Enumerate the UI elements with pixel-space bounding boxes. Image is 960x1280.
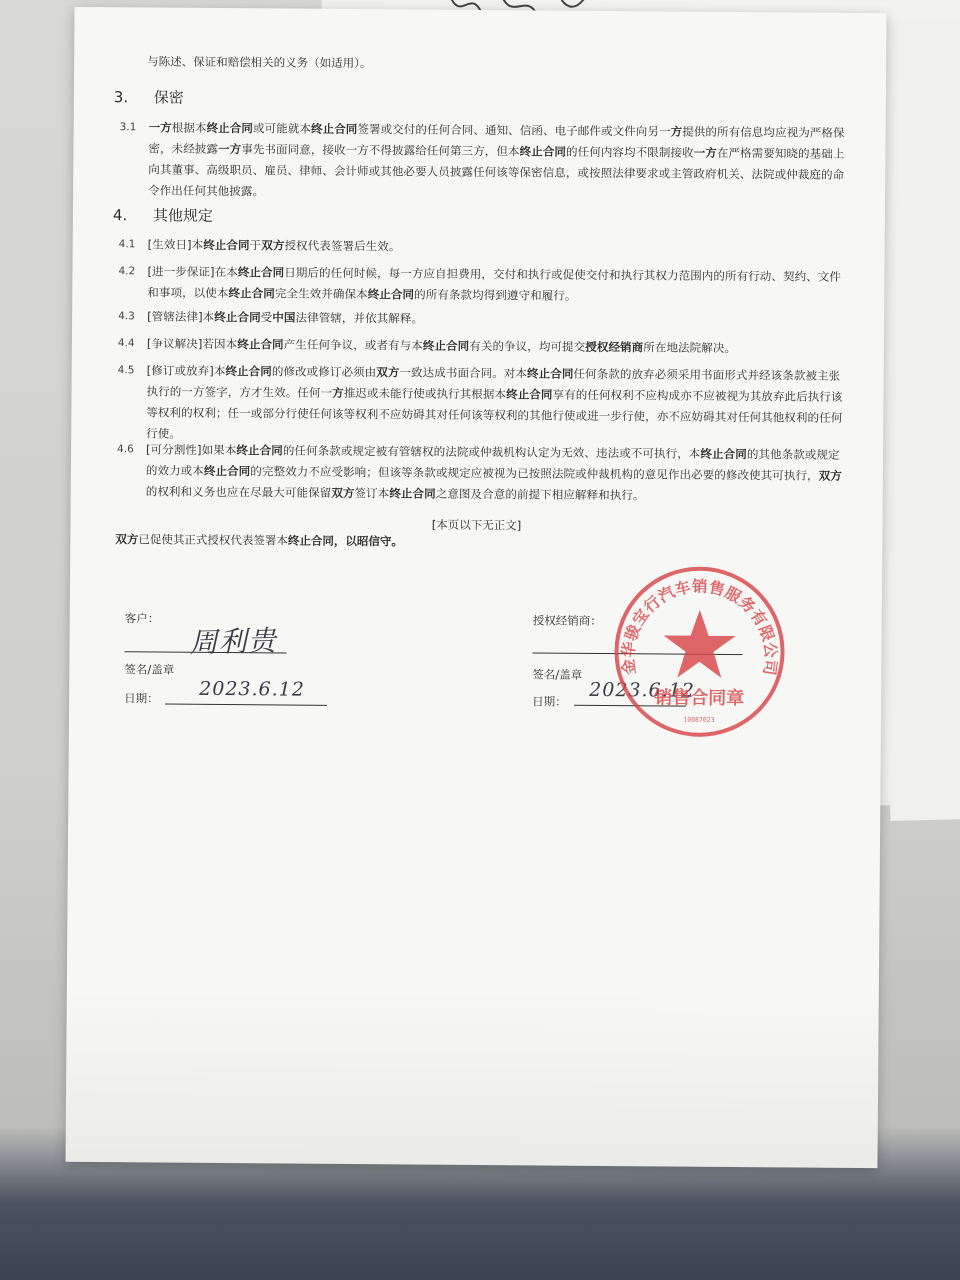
clause-4-1-text: [生效日]本终止合同于双方授权代表签署后生效。 xyxy=(147,237,401,254)
clause-4-5-number: 4.5 xyxy=(117,364,135,377)
page-shadow xyxy=(65,987,878,1168)
section-3-title: 保密 xyxy=(153,88,184,107)
clause-4-5-text: [修订或放弃]本终止合同的修改或修订必须由双方一致达成书面合同。对本终止合同任何条款的放弃必须采用书面形式并经该条款被主张执行的一方签字，方才生效。任何一方推迟或未能行使或执行其根据本终止合同享有的任何权利不应构成亦不应被视为其放弃此后执行该等权利的权利；任一或部分行使任何该等权利不应妨碍其对任何该等权利的其他行使或进一步行使，亦不应妨碍其对任何其他权利的任何行使。 xyxy=(146,363,843,441)
contract-page xyxy=(65,7,886,1168)
seal-center-text: 销售合同章 xyxy=(654,687,745,710)
clause-4-3-number: 4.3 xyxy=(118,310,135,323)
seal-ring-text: 金华骏宝行汽车销售服务有限公司 xyxy=(619,577,780,677)
customer-label: 客户： xyxy=(124,611,160,626)
end-of-text-note: [本页以下无正文] xyxy=(431,517,522,533)
company-seal-stamp xyxy=(609,561,790,742)
clause-4-6-text: [可分割性]如果本终止合同的任何条款或规定被有管辖权的法院或仲裁机构认定为无效、违法或不可执行，本终止合同的其他条款或规定的效力或本终止合同的完整效力不应受影响；但该等条款或规定应被视为已按照法院或仲裁机构的意见作出必要的修改使其可执行，双方的权利和义务也应在尽最大可能保留双方签订本终止合同之意图及合意的前提下相应解释和执行。 xyxy=(145,442,842,503)
clause-4-6-number: 4.6 xyxy=(117,443,134,456)
seal-star-icon xyxy=(663,609,736,678)
customer-date-label: 日期： xyxy=(124,691,159,706)
clause-4-2-text: [进一步保证]在本终止合同日期后的任何时候，每一方应自担费用，交付和执行或促使交付和执行其权力范围内的所有行动、契约、文件和事项，以使本终止合同完全生效并确保本终止合同的所有条款均得到遵守和履行。 xyxy=(147,264,842,303)
clause-3-1-number: 3.1 xyxy=(119,121,137,134)
section-3-number: 3. xyxy=(113,88,129,107)
clause-4-1-number: 4.1 xyxy=(118,238,136,251)
dealer-label: 授权经销商： xyxy=(532,613,602,628)
dealer-date-label: 日期： xyxy=(532,694,567,709)
customer-date: 2023.6.12 xyxy=(199,677,305,701)
customer-date-line xyxy=(165,704,327,706)
customer-sign-seal-label: 签名/盖章 xyxy=(124,662,175,677)
carry-over-text: 与陈述、保证和赔偿相关的义务（如适用）。 xyxy=(147,54,372,71)
clause-3-1-text: 一方根据本终止合同或可能就本终止合同签署或交付的任何合同、通知、信函、电子邮件或文件向另一方提供的所有信息均应视为严格保密，未经披露一方事先书面同意，接收一方不得披露给任何第三方，但本终止合同的任何内容均不限制接收一方在严格需要知晓的基础上向其董事、高级职员、雇员、律师、会计师或其他必要人员披露任何该等保密信息，或按照法律要求或主管政府机关、法院或仲裁庭的命令作出任何其他披露。 xyxy=(148,120,845,199)
dealer-sign-seal-label: 签名/盖章 xyxy=(532,667,583,682)
section-4-number: 4. xyxy=(112,206,128,225)
closing-statement: 双方已促使其正式授权代表签署本终止合同，以昭信守。 xyxy=(115,532,403,549)
clause-4-4-text: [争议解决]若因本终止合同产生任何争议，或者有与本终止合同有关的争议，均可提交授权经销商所在地法院解决。 xyxy=(146,336,737,356)
dealer-date: 2023.6.12 xyxy=(589,678,695,702)
customer-signature: 周利贵 xyxy=(189,623,278,660)
clause-4-3-text: [管辖法律]本终止合同受中国法律管辖，并依其解释。 xyxy=(147,309,424,326)
clause-4-4-number: 4.4 xyxy=(117,337,135,350)
seal-serial-number: 10087023 xyxy=(683,715,715,724)
clause-4-2-number: 4.2 xyxy=(118,265,136,278)
section-4-title: 其他规定 xyxy=(152,206,213,225)
